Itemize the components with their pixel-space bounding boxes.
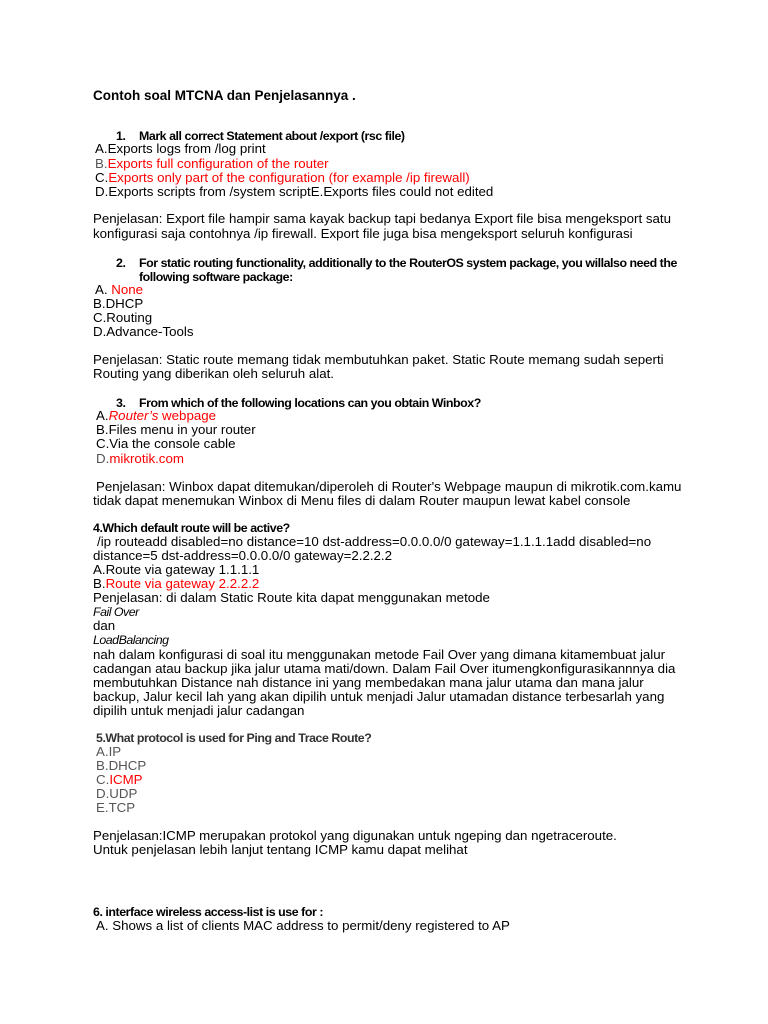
q2-option-a-text: None bbox=[111, 282, 144, 297]
q1-option-a-letter: A. bbox=[95, 141, 108, 156]
q1-option-d-letter: D. bbox=[95, 184, 109, 199]
q1-option-a bbox=[95, 142, 266, 157]
q2-explanation-line-2: Routing yang diberikan oleh seluruh alat. bbox=[93, 366, 334, 381]
q4-explanation-intro: Penjelasan: di dalam Static Route kita dapat menggunakan metode bbox=[93, 590, 490, 605]
q3-number: 3. bbox=[116, 396, 126, 410]
q3-option-c: C.Via the console cable bbox=[96, 436, 236, 451]
q1-option-b-text: Exports full configuration of the router bbox=[107, 156, 329, 171]
q1-option-b-letter: B. bbox=[95, 156, 108, 171]
q5-explanation-line-2: Untuk penjelasan lebih lanjut tentang ICMP kamu dapat melihat bbox=[93, 842, 468, 857]
q4-conjunction: dan bbox=[93, 618, 116, 633]
q4-explanation-line-5: dipilih untuk menjadi jalur cadangan bbox=[93, 703, 305, 718]
q4-term-fail-over: Fail Over bbox=[93, 605, 139, 619]
q5-option-d: D.UDP bbox=[96, 786, 138, 801]
q3-option-d bbox=[96, 452, 184, 467]
q4-option-a: A.Route via gateway 1.1.1.1 bbox=[93, 562, 260, 577]
q1-explanation-line-2: konfigurasi saja contohnya /ip firewall. Export file juga bisa mengeksport seluruh konfigurasi bbox=[93, 226, 633, 241]
q1-option-c-text: Exports only part of the configuration (for example /ip firewall) bbox=[108, 170, 470, 185]
q3-option-d-letter: D. bbox=[96, 451, 110, 466]
q3-option-b: B.Files menu in your router bbox=[96, 422, 256, 437]
q2-option-b: B.DHCP bbox=[93, 296, 144, 311]
q1-option-a-text: Exports logs from /log print bbox=[107, 141, 266, 156]
q1-option-d-text: Exports scripts from /system scriptE.Exports files could not edited bbox=[108, 184, 494, 199]
q2-explanation-line-1: Penjelasan: Static route memang tidak membutuhkan paket. Static Route memang sudah seperti bbox=[93, 352, 664, 367]
q1-question: Mark all correct Statement about /export (rsc file) bbox=[139, 129, 405, 143]
q3-option-a-italic: Router’s bbox=[108, 408, 159, 423]
q5-option-c-letter: C. bbox=[96, 772, 110, 787]
q4-explanation-line-3: membutuhkan Distance nah distance ini yang membedakan mana jalur utama dan mana jalur bbox=[93, 675, 644, 690]
q3-question: From which of the following locations can you obtain Winbox? bbox=[139, 396, 481, 410]
q4-explanation-line-1: nah dalam konfigurasi di soal itu menggunakan metode Fail Over yang dimana kitamembuat jalur bbox=[93, 647, 666, 662]
q4-code-line-2: distance=5 dst-address=0.0.0.0/0 gateway=2.2.2.2 bbox=[93, 548, 393, 563]
q1-number: 1. bbox=[116, 129, 126, 143]
q5-option-b: B.DHCP bbox=[96, 758, 147, 773]
q5-option-c-text: ICMP bbox=[109, 772, 143, 787]
q6-question: 6. interface wireless access-list is use for : bbox=[93, 905, 323, 919]
q2-option-a-letter: A. bbox=[95, 282, 108, 297]
q2-option-c: C.Routing bbox=[93, 310, 153, 325]
q5-option-e: E.TCP bbox=[96, 800, 136, 815]
q5-option-a: A.IP bbox=[96, 744, 122, 759]
q3-explanation-line-2: tidak dapat menemukan Winbox di Menu files di dalam Router maupun lewat kabel console bbox=[93, 493, 631, 508]
q4-explanation-line-4: backup, Jalur kecil lah yang akan dipilih untuk menjadi Jalur utamadan distance terbesarlah yang bbox=[93, 689, 665, 704]
q1-explanation-line-1: Penjelasan: Export file hampir sama kayak backup tapi bedanya Export file bisa mengeksport satu bbox=[93, 211, 671, 226]
q4-code-line-1: /ip routeadd disabled=no distance=10 dst-address=0.0.0.0/0 gateway=1.1.1.1add disabled=no bbox=[97, 534, 652, 549]
q3-explanation-line-1: Penjelasan: Winbox dapat ditemukan/diperoleh di Router's Webpage maupun di mikrotik.com.kamu bbox=[96, 479, 682, 494]
q4-term-load-balancing: LoadBalancing bbox=[93, 633, 169, 647]
q4-question: 4.Which default route will be active? bbox=[93, 521, 290, 535]
q1-option-d bbox=[95, 185, 493, 200]
q2-question-line-2: following software package: bbox=[139, 270, 293, 284]
q3-option-a-letter: A. bbox=[96, 408, 109, 423]
q2-number: 2. bbox=[116, 256, 126, 270]
q5-explanation-line-1: Penjelasan:ICMP merupakan protokol yang digunakan untuk ngeping dan ngetraceroute. bbox=[93, 828, 617, 843]
q2-option-d: D.Advance-Tools bbox=[93, 324, 194, 339]
q3-option-a-text: webpage bbox=[158, 408, 217, 423]
q4-option-b-text: Route via gateway 2.2.2.2 bbox=[105, 576, 260, 591]
q6-option-a: A. Shows a list of clients MAC address to permit/deny registered to AP bbox=[96, 918, 510, 933]
q1-option-c-letter: C. bbox=[95, 170, 109, 185]
q3-option-d-text: mikrotik.com bbox=[109, 451, 184, 466]
q4-explanation-line-2: cadangan atau backup jika jalur utama mati/down. Dalam Fail Over itumengkonfigurasikannnya dia bbox=[93, 661, 676, 676]
q5-question: 5.What protocol is used for Ping and Trace Route? bbox=[96, 731, 372, 745]
q2-question-line-1: For static routing functionality, additionally to the RouterOS system package, you willalso need the bbox=[139, 256, 677, 270]
document-title: Contoh soal MTCNA dan Penjelasannya . bbox=[93, 88, 356, 103]
q4-option-b-letter: B. bbox=[93, 576, 106, 591]
